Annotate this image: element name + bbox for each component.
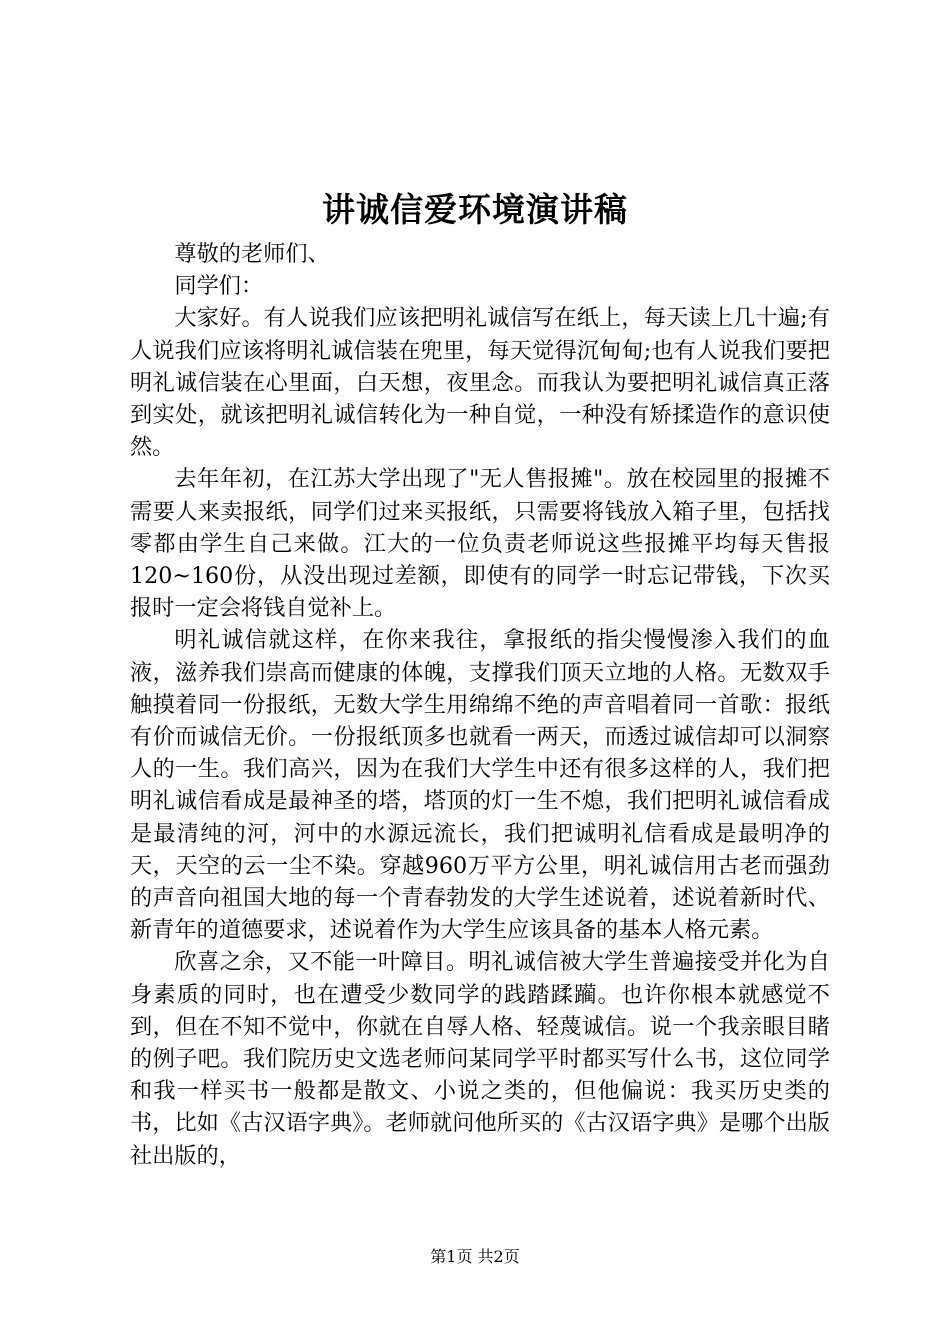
paragraph-opening: 大家好。有人说我们应该把明礼诚信写在纸上，每天读上几十遍;有人说我们应该将明礼诚信装在兜里，每天觉得沉甸甸;也有人说我们要把明礼诚信装在心里面，白天想，夜里念。而我认为要把明礼诚信真正落到实处，就该把明礼诚信转化为一种自觉，一种没有矫揉造作的意识使然。 (130, 305, 830, 461)
paragraph-newsstand: 去年年初，在江苏大学出现了"无人售报摊"。放在校园里的报摊不需要人来卖报纸，同学们过来买报纸，只需要将钱放入箱子里，包括找零都由学生自己来做。江大的一位负责老师说这些报摊平均每天售报120~160份，从没出现过差额，即使有的同学一时忘记带钱，下次买报时一定会将钱自觉补上。 (130, 466, 830, 622)
page-footer: 第1页 共2页 (430, 1247, 520, 1266)
document-body (130, 238, 830, 1172)
paragraph-example: 欣喜之余，又不能一叶障目。明礼诚信被大学生普遍接受并化为自身素质的同时，也在遭受少数同学的践踏蹂躏。也许你根本就感觉不到，但在不知不觉中，你就在自辱人格、轻蔑诚信。说一个我亲眼目睹的例子吧。我们院历史文选老师问某同学平时都买写什么书，这位同学和我一样买书一般都是散文、小说之类的，但他偏说：我买历史类的书，比如《古汉语字典》。老师就问他所买的《古汉语字典》是哪个出版社出版的， (130, 949, 830, 1169)
salutation-line-1: 尊敬的老师们、 (174, 241, 330, 267)
paragraph-integrity: 明礼诚信就这样，在你来我往，拿报纸的指尖慢慢渗入我们的血液，滋养我们崇高而健康的体魄，支撑我们顶天立地的人格。无数双手触摸着同一份报纸，无数大学生用绵绵不绝的声音唱着同一首歌：报纸有价而诚信无价。一份报纸顶多也就看一两天，而透过诚信却可以洞察人的一生。我们高兴，因为在我们大学生中还有很多这样的人，我们把明礼诚信看成是最神圣的塔，塔顶的灯一生不熄，我们把明礼诚信看成是最清纯的河，河中的水源远流长，我们把诚明礼信看成是最明净的天，天空的云一尘不染。穿越960万平方公里，明礼诚信用古老而强劲的声音向祖国大地的每一个青春勃发的大学生述说着，述说着新时代、新青年的道德要求，述说着作为大学生应该具备的基本人格元素。 (130, 627, 830, 944)
document-title: 讲诚信爱环境演讲稿 (322, 190, 628, 229)
salutation-line-2: 同学们： (174, 273, 264, 300)
